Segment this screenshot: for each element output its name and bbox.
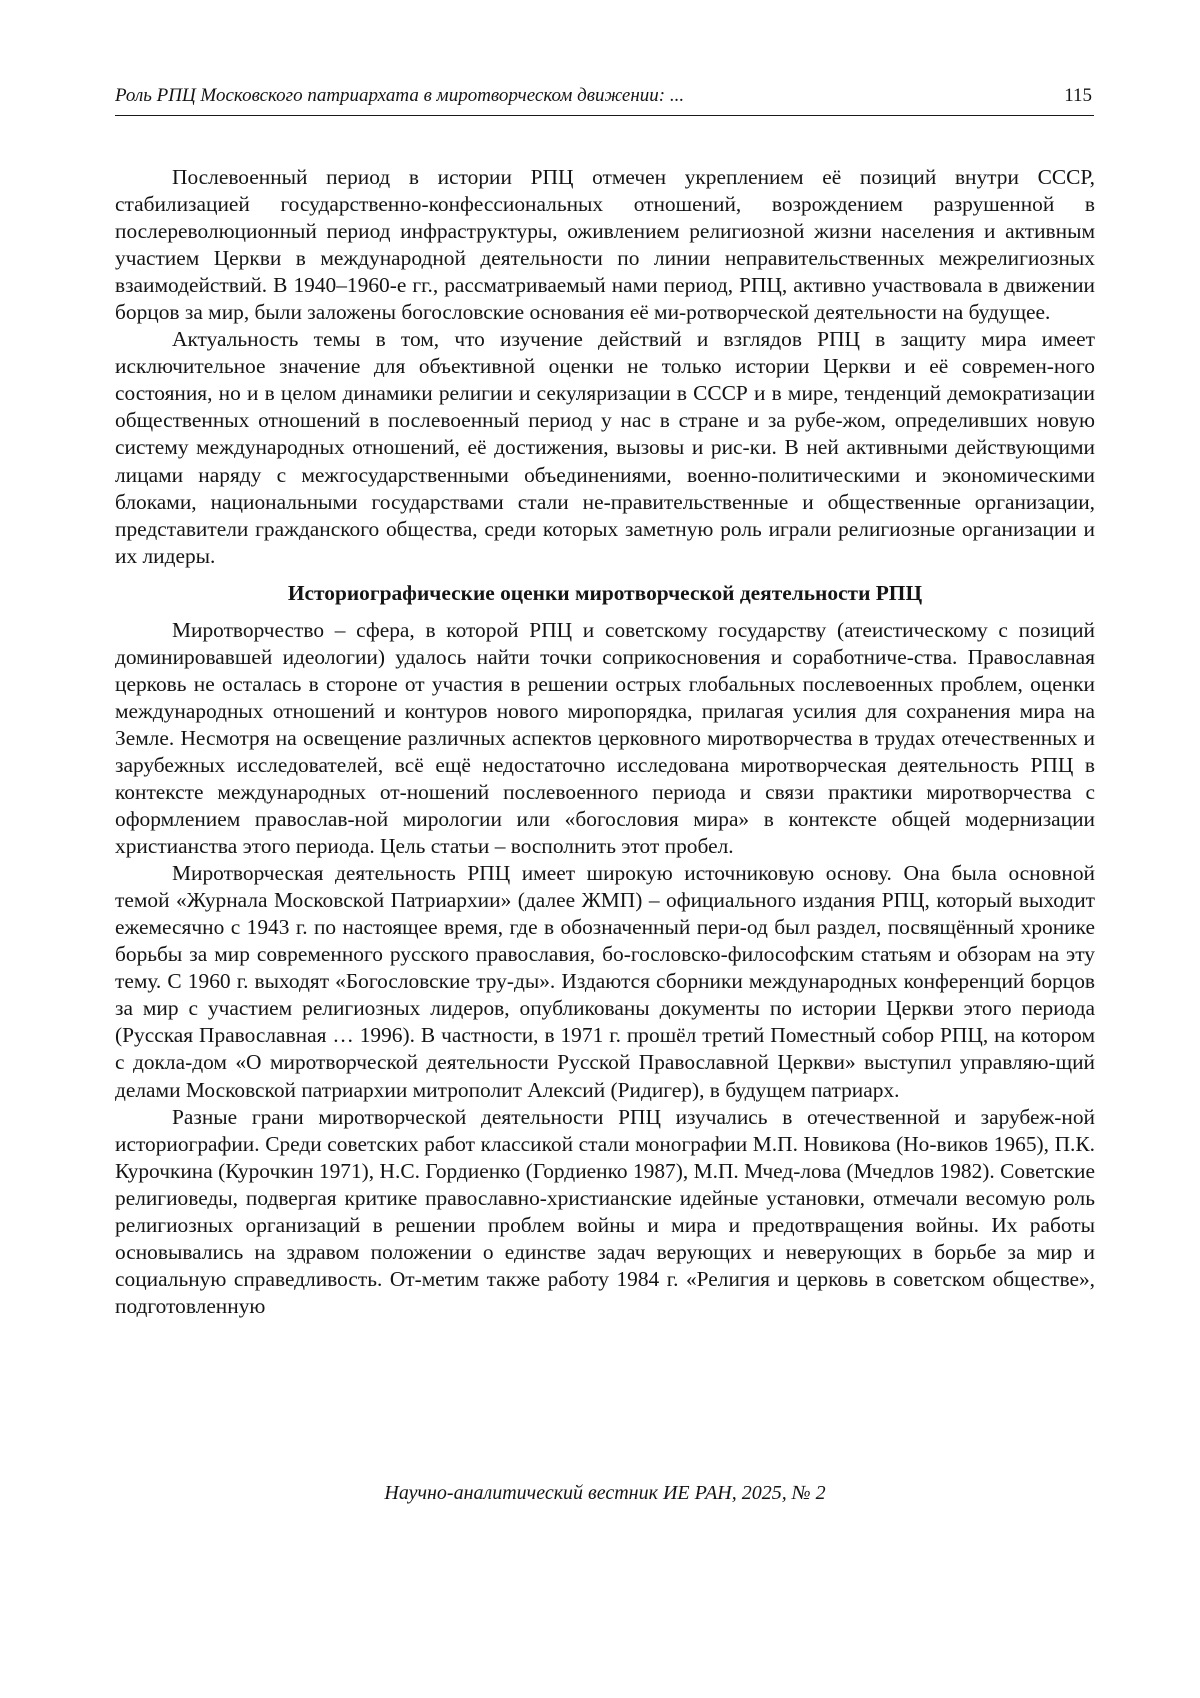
journal-footer: Научно-аналитический вестник ИЕ РАН, 2025, № 2	[384, 1482, 826, 1504]
paragraph-historiography: Разные грани миротворческой деятельности РПЦ изучались в отечественной и зарубеж-ной историографии. Среди советских работ классикой стали монографии М.П. Новикова (Но-виков 1965), П.К. Курочкина (Курочкин 1971), Н.С. Гордиенко (Гордиенко 1987), М.П. Мчед-лова (Мчедлов 1982). Советские религиоведы, подвергая критике православно-христианские идейные установки, отмечали весомую роль религиозных организаций в решении проблем войны и мира и предотвращения войны. Их работы основывались на здравом положении о единстве задач верующих и неверующих в борьбе за мир и социальную справедливость. От-метим также работу 1984 г. «Религия и церковь в советском обществе», подготовленную	[115, 1104, 1095, 1318]
paragraph-source-base: Миротворческая деятельность РПЦ имеет широкую источниковую основу. Она была основной темой «Журнала Московской Патриархии» (далее ЖМП) – официального издания РПЦ, который выходит ежемесячно с 1943 г. по настоящее время, где в обозначенный пери-од был раздел, посвящённый хронике борьбы за мир современного русского православия, бо-гословско-философским статьям и обзорам на эту тему. С 1960 г. выходят «Богословские тру-ды». Издаются сборники международных конференций борцов за мир с участием религиозных лидеров, опубликованы документы по истории Церкви этого периода (Русская Православная … 1996). В частности, в 1971 г. прошёл третий Поместный собор РПЦ, на котором с доклa-дом «О миротворческой деятельности Русской Православной Церкви» выступил управляю-щий делами Московской патриархии митрополит Алексий (Ридигер), в будущем патриарх.	[115, 861, 1095, 1102]
paragraph-peacemaking-sphere: Миротворчество – сфера, в которой РПЦ и советскому государству (атеистическому с позиций доминировавшей идеологии) удалось найти точки соприкосновения и соработниче-ства. Православная церковь не осталась в стороне от участия в решении острых глобальных послевоенных проблем, оценки международных отношений и контуров нового миропорядка, прилагая усилия для сохранения мира на Земле. Несмотря на освещение различных аспектов церковного миротворчества в трудах отечественных и зарубежных исследователей, всё ещё недостаточно исследована миротворческая деятельность РПЦ в контексте международных от-ношений послевоенного периода и связи практики миротворчества с оформлением православ-ной мирологии или «богословия мира» в контексте общей модернизации христианства этого периода. Цель статьи – восполнить этот пробел.	[115, 617, 1095, 859]
running-header	[115, 83, 1094, 116]
section-heading: Историографические оценки миротворческой деятельности РПЦ	[287, 580, 923, 605]
page-number: 115	[1064, 85, 1092, 106]
running-title: Роль РПЦ Московского патриархата в миротворческом движении: ...	[115, 85, 685, 106]
paragraph-relevance: Актуальность темы в том, что изучение действий и взглядов РПЦ в защиту мира имеет исключительное значение для объективной оценки не только истории Церкви и её современ-ного состояния, но и в целом динамики религии и секуляризации в СССР и в мире, тенденций демократизации общественных отношений в послевоенный период у нас в стране и за рубе-жом, определивших новую систему международных отношений, её достижения, вызовы и рис-ки. В ней активными действующими лицами наряду с межгосударственными объединениями, военно-политическими и экономическими блоками, национальными государствами стали не-правительственные и общественные организации, представители гражданского общества, среди которых заметную роль играли религиозные организации и их лидеры.	[115, 327, 1095, 568]
article-body	[115, 164, 1095, 1320]
paragraph-postwar-period: Послевоенный период в истории РПЦ отмечен укреплением её позиций внутри СССР, стабилизацией государственно-конфессиональных отношений, возрождением разрушенной в послереволюционный период инфраструктуры, оживлением религиозной жизни населения и активным участием Церкви в международной деятельности по линии неправительственных межрелигиозных взаимодействий. В 1940–1960-е гг., рассматриваемый нами период, РПЦ, активно участвовала в движении борцов за мир, были заложены богословские основания её ми-ротворческой деятельности на будущее.	[115, 165, 1095, 325]
